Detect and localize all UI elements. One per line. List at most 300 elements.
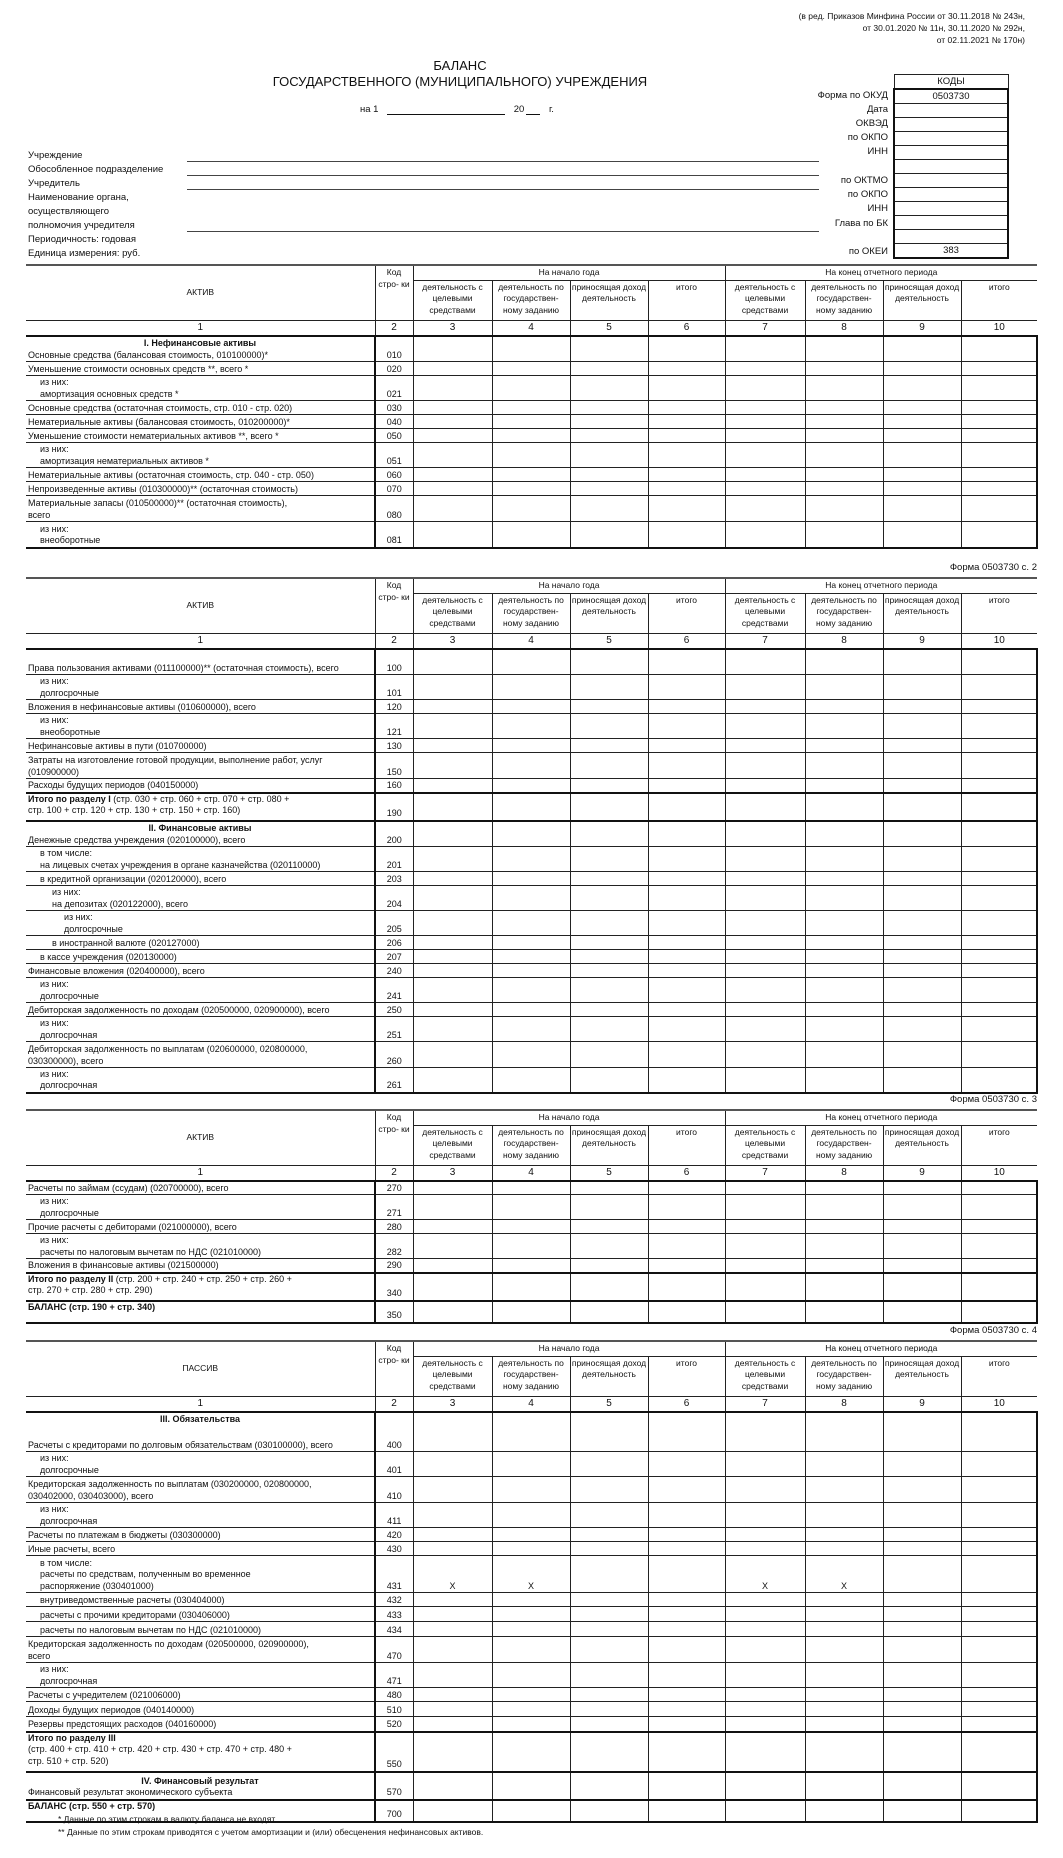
value-cell-col-4[interactable] [492,821,570,847]
value-cell-col-5[interactable] [570,362,648,376]
value-cell-col-9[interactable] [883,1017,961,1042]
value-cell-col-7[interactable] [725,978,805,1003]
value-cell-col-7[interactable] [725,1452,805,1477]
value-cell-col-7[interactable] [725,376,805,401]
value-cell-col-8[interactable] [805,1259,883,1273]
value-cell-col-10[interactable] [961,1593,1037,1607]
value-cell-col-7[interactable] [725,1637,805,1663]
value-cell-col-9[interactable] [883,1452,961,1477]
value-cell-col-7[interactable] [725,886,805,911]
value-cell-col-6[interactable] [648,362,725,376]
value-cell-col-4[interactable] [492,1607,570,1622]
value-cell-col-3[interactable] [413,779,492,793]
value-cell-col-10[interactable] [961,950,1037,964]
value-cell-col-10[interactable] [961,401,1037,415]
value-cell-col-3[interactable] [413,1068,492,1093]
value-cell-col-8[interactable] [805,847,883,872]
value-cell-col-10[interactable] [961,779,1037,793]
value-cell-col-10[interactable] [961,482,1037,496]
value-cell-col-10[interactable] [961,1195,1037,1220]
value-cell-col-3[interactable] [413,1688,492,1702]
value-cell-col-5[interactable] [570,911,648,936]
value-cell-col-9[interactable] [883,522,961,548]
value-cell-col-5[interactable] [570,847,648,872]
value-cell-col-7[interactable] [725,950,805,964]
date-day-month-field[interactable] [387,104,505,115]
value-cell-col-3[interactable] [413,1732,492,1772]
value-cell-col-4[interactable] [492,415,570,429]
value-cell-col-10[interactable] [961,443,1037,468]
value-cell-col-8[interactable] [805,1017,883,1042]
value-cell-col-3[interactable] [413,700,492,714]
value-cell-col-7[interactable] [725,1068,805,1093]
value-cell-col-9[interactable] [883,362,961,376]
value-cell-col-8[interactable] [805,1412,883,1452]
value-cell-col-6[interactable] [648,401,725,415]
value-cell-col-7[interactable] [725,362,805,376]
value-cell-col-3[interactable] [413,1717,492,1732]
value-cell-col-9[interactable] [883,739,961,753]
value-cell-col-5[interactable] [570,649,648,675]
value-cell-col-4[interactable] [492,1663,570,1688]
value-cell-col-9[interactable] [883,1772,961,1800]
value-cell-col-7[interactable] [725,415,805,429]
authority-field[interactable] [187,231,819,232]
value-cell-col-5[interactable] [570,978,648,1003]
value-cell-col-6[interactable] [648,522,725,548]
value-cell-col-5[interactable] [570,936,648,950]
value-cell-col-5[interactable] [570,429,648,443]
value-cell-col-10[interactable] [961,753,1037,779]
value-cell-col-8[interactable] [805,1772,883,1800]
value-cell-col-6[interactable] [648,714,725,739]
value-cell-col-5[interactable] [570,1412,648,1452]
value-cell-col-6[interactable] [648,1556,725,1593]
value-cell-col-10[interactable] [961,1622,1037,1637]
value-cell-col-4[interactable] [492,1477,570,1503]
value-cell-col-5[interactable] [570,872,648,886]
founder-field[interactable] [187,189,819,190]
value-cell-col-7[interactable] [725,700,805,714]
value-cell-col-3[interactable] [413,1663,492,1688]
value-cell-col-3[interactable] [413,793,492,821]
value-cell-col-10[interactable] [961,821,1037,847]
value-cell-col-8[interactable] [805,964,883,978]
value-cell-col-8[interactable] [805,1068,883,1093]
value-cell-col-6[interactable] [648,753,725,779]
value-cell-col-10[interactable] [961,964,1037,978]
value-cell-col-10[interactable] [961,362,1037,376]
value-cell-col-8[interactable] [805,1195,883,1220]
value-cell-col-7[interactable] [725,1622,805,1637]
value-cell-col-9[interactable] [883,793,961,821]
value-cell-col-5[interactable] [570,1220,648,1234]
value-cell-col-7[interactable] [725,443,805,468]
value-cell-col-3[interactable] [413,482,492,496]
value-cell-col-7[interactable] [725,911,805,936]
value-cell-col-9[interactable] [883,1503,961,1528]
value-cell-col-4[interactable] [492,1717,570,1732]
value-cell-col-8[interactable] [805,1732,883,1772]
value-cell-col-8[interactable] [805,1477,883,1503]
value-cell-col-3[interactable] [413,1622,492,1637]
value-cell-col-4[interactable] [492,1068,570,1093]
value-cell-col-3[interactable] [413,376,492,401]
value-cell-col-6[interactable] [648,496,725,522]
value-cell-col-6[interactable] [648,376,725,401]
value-cell-col-4[interactable] [492,362,570,376]
value-cell-col-3[interactable] [413,1220,492,1234]
value-cell-col-5[interactable] [570,1732,648,1772]
value-cell-col-4[interactable] [492,1301,570,1323]
value-cell-col-8[interactable] [805,793,883,821]
value-cell-col-4[interactable] [492,936,570,950]
separate-division-field[interactable] [187,175,819,176]
value-cell-col-4[interactable] [492,1637,570,1663]
value-cell-col-10[interactable] [961,496,1037,522]
value-cell-col-4[interactable] [492,739,570,753]
value-cell-col-5[interactable] [570,1181,648,1195]
value-cell-col-10[interactable] [961,1477,1037,1503]
value-cell-col-7[interactable] [725,496,805,522]
value-cell-col-3[interactable] [413,1477,492,1503]
value-cell-col-4[interactable] [492,1732,570,1772]
value-cell-col-9[interactable] [883,1556,961,1593]
value-cell-col-9[interactable] [883,675,961,700]
value-cell-col-7[interactable] [725,1412,805,1452]
value-cell-col-8[interactable] [805,739,883,753]
value-cell-col-4[interactable] [492,522,570,548]
value-cell-col-10[interactable] [961,886,1037,911]
value-cell-col-6[interactable] [648,1800,725,1822]
value-cell-col-5[interactable] [570,1068,648,1093]
value-cell-col-9[interactable] [883,1637,961,1663]
value-cell-col-6[interactable] [648,739,725,753]
value-cell-col-3[interactable] [413,1772,492,1800]
value-cell-col-4[interactable] [492,1273,570,1301]
value-cell-col-10[interactable] [961,1412,1037,1452]
value-cell-col-9[interactable] [883,443,961,468]
value-cell-col-5[interactable] [570,1688,648,1702]
value-cell-col-3[interactable] [413,1259,492,1273]
value-cell-col-8[interactable] [805,950,883,964]
value-cell-col-9[interactable] [883,1181,961,1195]
value-cell-col-10[interactable] [961,1732,1037,1772]
value-cell-col-4[interactable] [492,911,570,936]
value-cell-col-5[interactable] [570,1800,648,1822]
value-cell-col-8[interactable] [805,1800,883,1822]
value-cell-col-6[interactable] [648,1503,725,1528]
value-cell-col-3[interactable] [413,522,492,548]
value-cell-col-8[interactable] [805,496,883,522]
value-cell-col-6[interactable] [648,1477,725,1503]
value-cell-col-9[interactable] [883,1068,961,1093]
value-cell-col-5[interactable] [570,468,648,482]
value-cell-col-4[interactable] [492,1042,570,1068]
code-okei-value[interactable]: 383 [894,244,1008,259]
institution-field[interactable] [187,161,819,162]
value-cell-col-8[interactable] [805,978,883,1003]
value-cell-col-7[interactable] [725,482,805,496]
value-cell-col-9[interactable] [883,964,961,978]
value-cell-col-6[interactable] [648,649,725,675]
value-cell-col-6[interactable] [648,847,725,872]
value-cell-col-3[interactable] [413,1412,492,1452]
value-cell-col-7[interactable] [725,1717,805,1732]
value-cell-col-4[interactable] [492,1503,570,1528]
value-cell-col-10[interactable] [961,739,1037,753]
value-cell-col-9[interactable] [883,911,961,936]
value-cell-col-5[interactable] [570,1195,648,1220]
value-cell-col-6[interactable] [648,1412,725,1452]
value-cell-col-6[interactable] [648,886,725,911]
value-cell-col-5[interactable] [570,1301,648,1323]
value-cell-col-9[interactable] [883,482,961,496]
value-cell-col-8[interactable] [805,675,883,700]
code-date-value[interactable] [894,104,1008,118]
value-cell-col-4[interactable] [492,1412,570,1452]
value-cell-col-8[interactable] [805,362,883,376]
value-cell-col-4[interactable] [492,1542,570,1556]
value-cell-col-9[interactable] [883,415,961,429]
value-cell-col-3[interactable] [413,415,492,429]
value-cell-col-8[interactable] [805,821,883,847]
value-cell-col-7[interactable] [725,1220,805,1234]
value-cell-col-4[interactable] [492,1528,570,1542]
value-cell-col-6[interactable] [648,415,725,429]
value-cell-col-7[interactable] [725,1273,805,1301]
code-okpo-founder-value[interactable] [894,188,1008,202]
value-cell-col-10[interactable] [961,1220,1037,1234]
value-cell-col-3[interactable] [413,1234,492,1259]
value-cell-col-6[interactable] [648,911,725,936]
value-cell-col-7[interactable] [725,714,805,739]
value-cell-col-7[interactable] [725,1702,805,1717]
value-cell-col-3[interactable] [413,1607,492,1622]
value-cell-col-9[interactable] [883,1234,961,1259]
value-cell-col-8[interactable] [805,1688,883,1702]
value-cell-col-8[interactable] [805,1702,883,1717]
value-cell-col-7[interactable] [725,1542,805,1556]
value-cell-col-6[interactable] [648,1195,725,1220]
value-cell-col-5[interactable] [570,1637,648,1663]
value-cell-col-8[interactable] [805,522,883,548]
value-cell-col-6[interactable] [648,1702,725,1717]
value-cell-col-4[interactable] [492,1702,570,1717]
value-cell-col-10[interactable] [961,1017,1037,1042]
code-inn-value[interactable] [894,146,1008,160]
value-cell-col-4[interactable] [492,872,570,886]
value-cell-col-7[interactable] [725,522,805,548]
value-cell-col-8[interactable] [805,401,883,415]
value-cell-col-8[interactable] [805,753,883,779]
value-cell-col-4[interactable] [492,376,570,401]
value-cell-col-4[interactable] [492,649,570,675]
value-cell-col-10[interactable] [961,978,1037,1003]
value-cell-col-10[interactable] [961,1607,1037,1622]
value-cell-col-5[interactable] [570,1528,648,1542]
value-cell-col-7[interactable] [725,1528,805,1542]
value-cell-col-3[interactable] [413,950,492,964]
value-cell-col-7[interactable] [725,1017,805,1042]
value-cell-col-6[interactable] [648,978,725,1003]
value-cell-col-7[interactable] [725,1042,805,1068]
value-cell-col-3[interactable] [413,847,492,872]
value-cell-col-5[interactable] [570,1042,648,1068]
value-cell-col-3[interactable] [413,739,492,753]
value-cell-col-4[interactable] [492,1593,570,1607]
value-cell-col-8[interactable] [805,1220,883,1234]
value-cell-col-7[interactable] [725,675,805,700]
value-cell-col-8[interactable] [805,1542,883,1556]
value-cell-col-4[interactable] [492,482,570,496]
value-cell-col-4[interactable] [492,1772,570,1800]
value-cell-col-7[interactable] [725,1003,805,1017]
value-cell-col-10[interactable] [961,1273,1037,1301]
value-cell-col-4[interactable] [492,468,570,482]
value-cell-col-9[interactable] [883,936,961,950]
value-cell-col-5[interactable] [570,950,648,964]
value-cell-col-5[interactable] [570,482,648,496]
value-cell-col-5[interactable] [570,1017,648,1042]
value-cell-col-7[interactable] [725,429,805,443]
value-cell-col-8[interactable] [805,1181,883,1195]
value-cell-col-4[interactable] [492,886,570,911]
date-year-field[interactable] [526,104,540,115]
value-cell-col-3[interactable] [413,336,492,362]
value-cell-col-4[interactable] [492,1800,570,1822]
value-cell-col-9[interactable] [883,429,961,443]
value-cell-col-5[interactable] [570,1607,648,1622]
value-cell-col-6[interactable] [648,1181,725,1195]
value-cell-col-3[interactable] [413,1273,492,1301]
value-cell-col-10[interactable] [961,468,1037,482]
value-cell-col-10[interactable] [961,1772,1037,1800]
value-cell-col-4[interactable] [492,1003,570,1017]
value-cell-col-5[interactable] [570,793,648,821]
value-cell-col-8[interactable] [805,700,883,714]
value-cell-col-4[interactable] [492,964,570,978]
value-cell-col-5[interactable] [570,675,648,700]
value-cell-col-7[interactable] [725,1732,805,1772]
value-cell-col-7[interactable] [725,964,805,978]
value-cell-col-3[interactable] [413,1702,492,1717]
value-cell-col-4[interactable] [492,675,570,700]
value-cell-col-9[interactable] [883,1259,961,1273]
value-cell-col-9[interactable] [883,1195,961,1220]
value-cell-col-3[interactable] [413,1017,492,1042]
value-cell-col-10[interactable] [961,1452,1037,1477]
value-cell-col-6[interactable] [648,1017,725,1042]
value-cell-col-9[interactable] [883,821,961,847]
value-cell-col-6[interactable] [648,936,725,950]
value-cell-col-4[interactable] [492,1195,570,1220]
value-cell-col-6[interactable] [648,1042,725,1068]
value-cell-col-3[interactable] [413,1542,492,1556]
value-cell-col-3[interactable] [413,753,492,779]
value-cell-col-7[interactable] [725,649,805,675]
value-cell-col-9[interactable] [883,886,961,911]
value-cell-col-6[interactable] [648,482,725,496]
value-cell-col-7[interactable] [725,1477,805,1503]
value-cell-col-4[interactable] [492,443,570,468]
value-cell-col-6[interactable] [648,1542,725,1556]
value-cell-col-9[interactable] [883,401,961,415]
value-cell-col-3[interactable] [413,362,492,376]
value-cell-col-9[interactable] [883,1542,961,1556]
value-cell-col-9[interactable] [883,1528,961,1542]
value-cell-col-4[interactable] [492,336,570,362]
value-cell-col-7[interactable] [725,1301,805,1323]
value-cell-col-8[interactable] [805,482,883,496]
value-cell-col-7[interactable] [725,793,805,821]
value-cell-col-3[interactable] [413,1042,492,1068]
value-cell-col-4[interactable] [492,429,570,443]
value-cell-col-3[interactable] [413,1301,492,1323]
value-cell-col-10[interactable] [961,1003,1037,1017]
value-cell-col-10[interactable] [961,1556,1037,1593]
value-cell-col-6[interactable] [648,1717,725,1732]
value-cell-col-5[interactable] [570,753,648,779]
value-cell-col-7[interactable] [725,847,805,872]
value-cell-col-6[interactable] [648,675,725,700]
value-cell-col-7[interactable] [725,1234,805,1259]
value-cell-col-8[interactable] [805,443,883,468]
value-cell-col-10[interactable] [961,1717,1037,1732]
value-cell-col-6[interactable] [648,1528,725,1542]
value-cell-col-8[interactable] [805,872,883,886]
value-cell-col-6[interactable] [648,468,725,482]
value-cell-col-5[interactable] [570,401,648,415]
value-cell-col-5[interactable] [570,1477,648,1503]
code-oktmo-value[interactable] [894,174,1008,188]
value-cell-col-3[interactable] [413,1195,492,1220]
value-cell-col-8[interactable] [805,336,883,362]
value-cell-col-8[interactable] [805,936,883,950]
value-cell-col-3[interactable] [413,886,492,911]
code-blank2-value[interactable] [894,230,1008,244]
value-cell-col-6[interactable] [648,336,725,362]
value-cell-col-7[interactable] [725,739,805,753]
value-cell-col-9[interactable] [883,376,961,401]
value-cell-col-5[interactable] [570,821,648,847]
value-cell-col-10[interactable] [961,1301,1037,1323]
value-cell-col-7[interactable] [725,821,805,847]
value-cell-col-10[interactable] [961,1702,1037,1717]
value-cell-col-5[interactable] [570,700,648,714]
value-cell-col-10[interactable] [961,1503,1037,1528]
value-cell-col-7[interactable] [725,872,805,886]
value-cell-col-4[interactable] [492,700,570,714]
value-cell-col-9[interactable] [883,1663,961,1688]
value-cell-col-6[interactable] [648,1772,725,1800]
value-cell-col-8[interactable] [805,1622,883,1637]
value-cell-col-3[interactable] [413,1003,492,1017]
value-cell-col-9[interactable] [883,1702,961,1717]
value-cell-col-8[interactable] [805,911,883,936]
value-cell-col-3[interactable] [413,964,492,978]
value-cell-col-7[interactable] [725,468,805,482]
value-cell-col-8[interactable] [805,1301,883,1323]
value-cell-col-9[interactable] [883,1622,961,1637]
value-cell-col-5[interactable] [570,1717,648,1732]
value-cell-col-8[interactable] [805,1234,883,1259]
value-cell-col-5[interactable] [570,1593,648,1607]
value-cell-col-5[interactable] [570,1772,648,1800]
value-cell-col-3[interactable] [413,911,492,936]
value-cell-col-8[interactable] [805,886,883,911]
value-cell-col-6[interactable] [648,1003,725,1017]
